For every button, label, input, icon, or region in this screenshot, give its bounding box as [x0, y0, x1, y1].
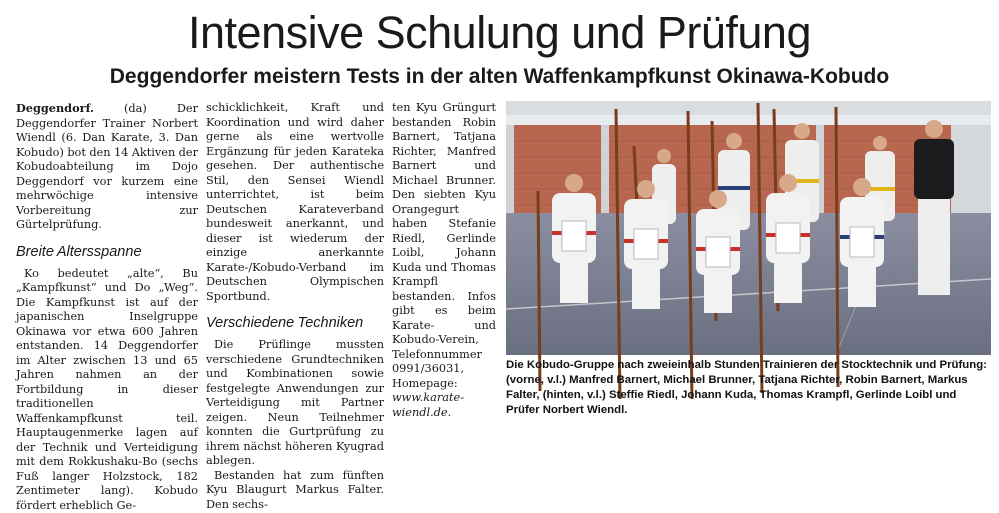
- window-strip: [506, 115, 991, 125]
- subheadline: Deggendorfer meistern Tests in der alten Waffenkampfkunst Okinawa-Kobudo: [0, 64, 999, 90]
- headline: Intensive Schulung und Prüfung: [0, 6, 999, 60]
- body-paragraph: schicklichkeit, Kraft und Koordination und wird daher gerne als eine wertvolle Ergänzung für jeden Karateka gesehen. Der authentische Stil, den Sensei Wiendl unterrichtet, ist beim Deutschen Karateverband bundesweit anerkannt, und dieser ist wiederum der einzige anerkannte Karate-/Kobudo-Verband im Deutschen Olympischen Sportbund.: [206, 101, 384, 304]
- body-paragraph: ten Kyu Grüngurt bestanden Robin Barnert, Tatjana Richter, Manfred Barnert und Michael Brunner. Den siebten Kyu Orangegurt haben Stefanie Riedl, Gerlinde Loibl, Johann Kuda und Thomas Krampfl bestanden. Infos gibt es beim Karate- und Kobudo-Verein, Telefonnummer 0991/36031, Homepage:: [392, 101, 496, 391]
- group-photo: [506, 101, 991, 355]
- subhead-altersspanne: Breite Altersspanne: [16, 243, 198, 261]
- dateline: Deggendorf.: [16, 101, 94, 115]
- photo-caption: Die Kobudo-Gruppe nach zweieinhalb Stunden Trainieren der Stocktechnik und Prüfung: (vorne, v.l.) Manfred Barnert, Michael Brunner, Tatjana Richter, Robin Barnert, Markus Falter, (hinten, v.l.) Steffie Riedl, Johann Kuda, Thomas Krampfl, Gerlinde Loibl und Prüfer Norbert Wiendl.: [506, 358, 991, 418]
- article-column-3: [392, 101, 496, 401]
- article-column-2: [206, 101, 384, 401]
- homepage-url[interactable]: www.karate-wiendl.de.: [392, 391, 496, 420]
- subhead-techniken: Verschiedene Techniken: [206, 314, 384, 332]
- intro-paragraph: [16, 101, 198, 233]
- article-column-1: [16, 101, 198, 401]
- body-paragraph: Die Prüflinge mussten verschiedene Grundtechniken und Kombinationen sowie festgelegte Anwendungen zur Verteidigung mit Partner zeigen. Neun Teilnehmer konnten die Gurtprüfung zu ihrem nächst höheren Kyugrad ablegen.: [206, 338, 384, 469]
- group-photo-illustration: [506, 101, 991, 355]
- body-paragraph: Ko bedeutet „alte“, Bu „Kampfkunst“ und Do „Weg“. Die Kampfkunst ist auf der japanischen Inselgruppe Okinawa vor etwa 600 Jahren entstanden. 14 Deggendorfer im Alter zwischen 13 und 65 Jahren nahmen an der Fortbildung in dieser traditionellen Waffenkampfkunst teil. Hauptaugenmerke lagen auf der Technik und Verteidigung mit dem Rokkushaku-Bo (sechs Fuß langer Holzstock, 182 Zentimeter lang). Kobudo fördert erheblich Ge-: [16, 267, 198, 513]
- intro-text: (da) Der Deggendorfer Trainer Norbert Wiendl (6. Dan Karate, 3. Dan Kobudo) bot den 14 Aktiven der Kobudoabteilung im Dojo Deggendorf vor kurzem eine mehrwöchige intensive Vorbereitung zur Gürtelprüfung.: [16, 102, 198, 231]
- body-paragraph: Bestanden hat zum fünften Kyu Blaugurt Markus Falter. Den sechs-: [206, 469, 384, 513]
